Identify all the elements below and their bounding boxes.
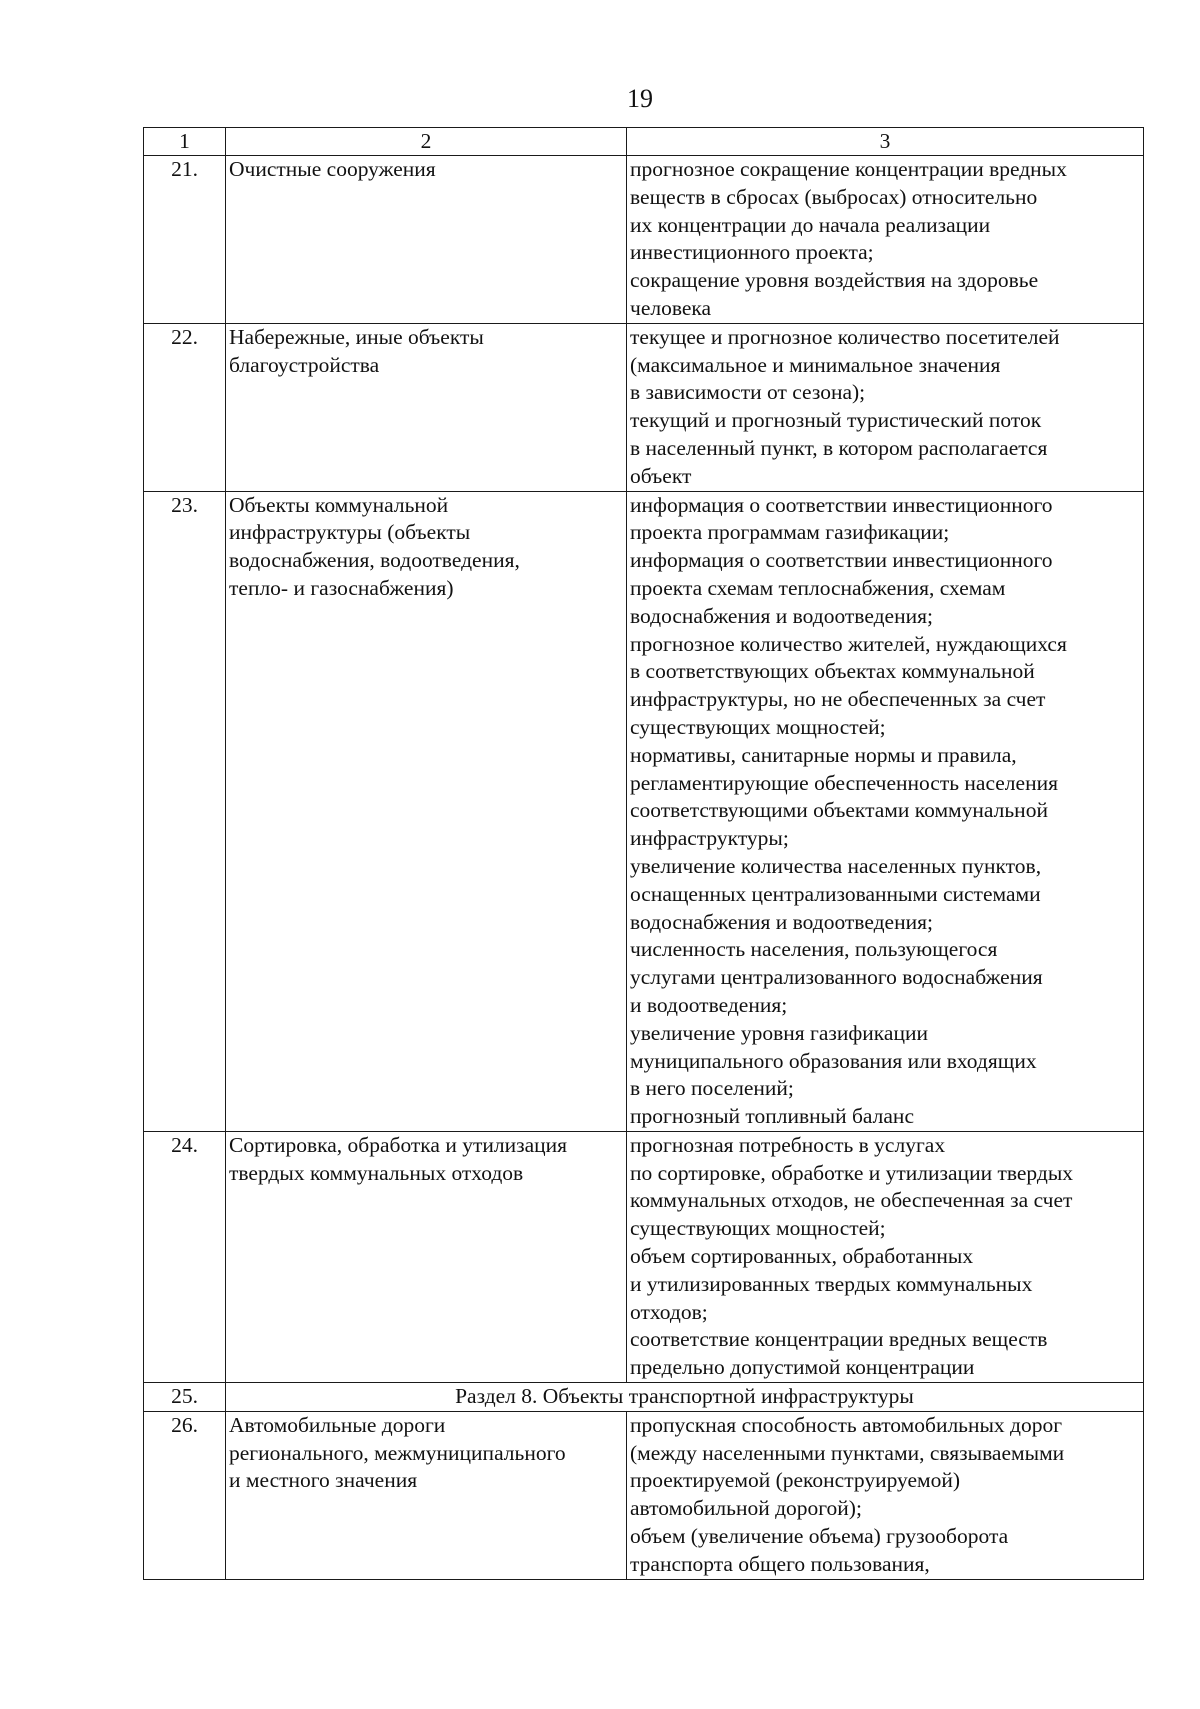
indicator-line: в него поселений; [630, 1076, 794, 1101]
indicator-line: соответствие концентрации вредных веществ [630, 1327, 1048, 1352]
object-line: инфраструктуры (объекты [229, 520, 471, 545]
object-line: благоустройства [229, 352, 380, 377]
object-line: тепло- и газоснабжения) [229, 575, 454, 600]
row-number: 21. [144, 156, 226, 324]
indicator-line: сокращение уровня воздействия на здоровье [630, 268, 1039, 293]
object-line: Набережные, иные объекты [229, 324, 484, 349]
indicator-line: текущий и прогнозный туристический поток [630, 408, 1042, 433]
indicator-line: предельно допустимой концентрации [630, 1355, 975, 1380]
indicator-line: проектируемой (реконструируемой) [630, 1468, 961, 1493]
object-line: Объекты коммунальной [229, 492, 449, 517]
section-row [144, 1383, 1144, 1412]
indicator-line: инфраструктуры, но не обеспеченных за счет [630, 687, 1046, 712]
table-row [144, 1131, 1144, 1382]
indicator-line: прогнозное сокращение концентрации вредных [630, 157, 1067, 181]
object-cell [226, 1131, 627, 1382]
page-number: 19 [627, 84, 653, 113]
object-cell [226, 1411, 627, 1579]
indicator-line: численность населения, пользующегося [630, 937, 998, 962]
indicator-line: и утилизированных твердых коммунальных [630, 1271, 1033, 1296]
indicator-line: услугами централизованного водоснабжения [630, 965, 1043, 990]
indicator-line: и водоотведения; [630, 992, 788, 1017]
object-line: Автомобильные дороги [229, 1412, 446, 1437]
indicator-line: транспорта общего пользования, [630, 1551, 930, 1576]
indicator-line: информация о соответствии инвестиционного [630, 492, 1053, 517]
indicators-cell [627, 491, 1144, 1131]
indicator-line: в населенный пункт, в котором располагается [630, 435, 1048, 460]
row-number: 22. [144, 323, 226, 491]
indicator-line: по сортировке, обработке и утилизации твердых [630, 1160, 1074, 1185]
table-header-row [144, 128, 1144, 156]
indicator-line: прогнозный топливный баланс [630, 1104, 914, 1129]
indicator-line: оснащенных централизованными системами [630, 881, 1041, 906]
table-row [144, 323, 1144, 491]
indicator-line: соответствующими объектами коммунальной [630, 798, 1048, 823]
object-line: твердых коммунальных отходов [229, 1160, 524, 1185]
table-row [144, 491, 1144, 1131]
row-number: 26. [144, 1411, 226, 1579]
indicator-line: информация о соответствии инвестиционного [630, 548, 1053, 573]
indicator-line: увеличение количества населенных пунктов, [630, 853, 1042, 878]
row-number: 24. [144, 1131, 226, 1382]
table-row [144, 156, 1144, 324]
indicator-line: регламентирующие обеспеченность населения [630, 770, 1058, 795]
table-row [144, 1411, 1144, 1579]
object-line: и местного значения [229, 1468, 418, 1493]
column-header-3: 3 [627, 128, 1144, 156]
column-header-1: 1 [144, 128, 226, 156]
object-line: регионального, межмуниципального [229, 1440, 566, 1465]
column-header-2: 2 [226, 128, 627, 156]
indicators-cell [627, 1411, 1144, 1579]
row-number: 23. [144, 491, 226, 1131]
indicator-line: объект [630, 463, 692, 488]
indicators-cell [627, 1131, 1144, 1382]
indicator-line: (между населенными пунктами, связываемыми [630, 1440, 1065, 1465]
indicator-line: существующих мощностей; [630, 1216, 886, 1241]
object-cell [226, 491, 627, 1131]
object-cell [226, 156, 627, 324]
indicator-line: прогнозное количество жителей, нуждающихся [630, 631, 1067, 656]
indicator-line: коммунальных отходов, не обеспеченная за счет [630, 1188, 1073, 1213]
indicators-cell [627, 156, 1144, 324]
indicator-line: отходов; [630, 1299, 708, 1324]
section-title: Раздел 8. Объекты транспортной инфраструктуры [226, 1383, 1144, 1412]
indicator-line: проекта программам газификации; [630, 520, 950, 545]
indicator-line: в соответствующих объектах коммунальной [630, 659, 1035, 684]
indicator-line: человека [630, 295, 712, 320]
indicator-line: проекта схемам теплоснабжения, схемам [630, 575, 1006, 600]
indicator-line: веществ в сбросах (выбросах) относительно [630, 184, 1038, 209]
indicator-line: инвестиционного проекта; [630, 240, 874, 265]
indicator-line: автомобильной дорогой); [630, 1496, 862, 1521]
indicators-table [143, 127, 1144, 1580]
indicator-line: объем (увеличение объема) грузооборота [630, 1524, 1009, 1549]
object-cell [226, 323, 627, 491]
indicator-line: пропускная способность автомобильных дорог [630, 1412, 1063, 1437]
object-line: Очистные сооружения [229, 157, 436, 181]
indicator-line: существующих мощностей; [630, 714, 886, 739]
row-number: 25. [144, 1383, 226, 1412]
indicator-line: муниципального образования или входящих [630, 1048, 1037, 1073]
object-line: водоснабжения, водоотведения, [229, 548, 520, 573]
indicator-line: текущее и прогнозное количество посетителей [630, 324, 1060, 349]
indicator-line: нормативы, санитарные нормы и правила, [630, 742, 1017, 767]
indicator-line: их концентрации до начала реализации [630, 212, 991, 237]
indicators-cell [627, 323, 1144, 491]
indicator-line: увеличение уровня газификации [630, 1020, 928, 1045]
object-line: Сортировка, обработка и утилизация [229, 1132, 568, 1157]
indicator-line: в зависимости от сезона); [630, 380, 866, 405]
indicator-line: прогнозная потребность в услугах [630, 1132, 946, 1157]
indicator-line: (максимальное и минимальное значения [630, 352, 1001, 377]
indicator-line: водоснабжения и водоотведения; [630, 603, 933, 628]
indicator-line: инфраструктуры; [630, 826, 789, 851]
indicator-line: водоснабжения и водоотведения; [630, 909, 933, 934]
indicator-line: объем сортированных, обработанных [630, 1244, 974, 1269]
